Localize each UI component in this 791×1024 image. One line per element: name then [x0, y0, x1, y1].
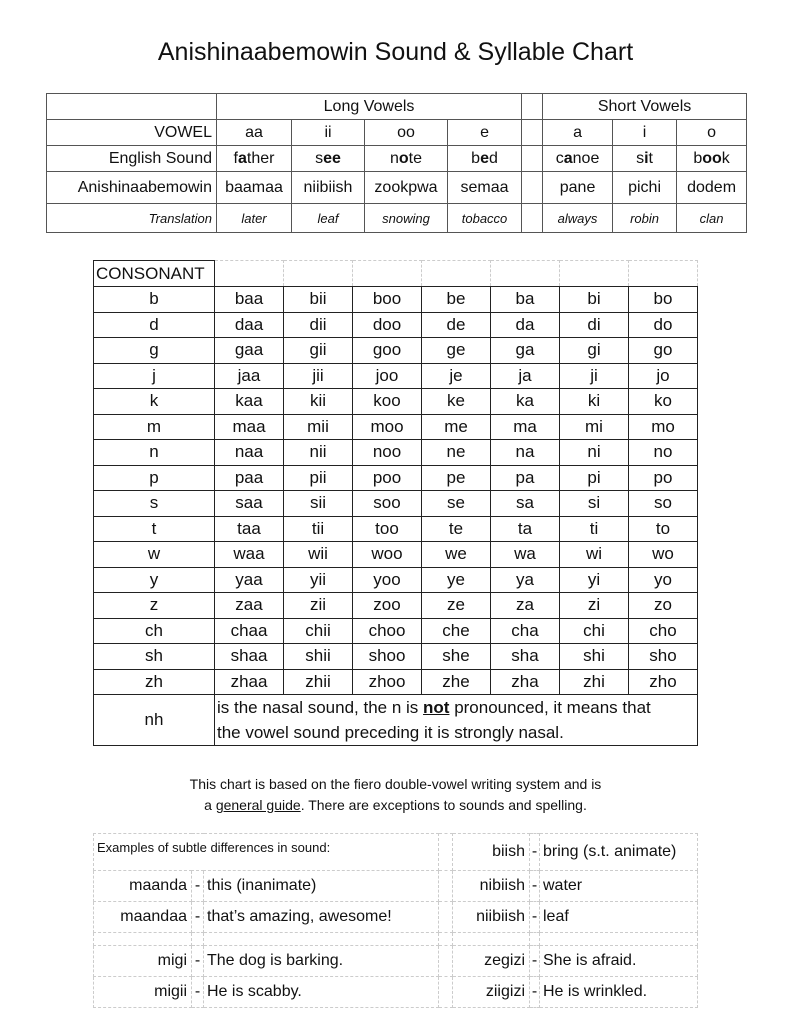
- english-sound-row: [47, 146, 747, 172]
- syllable-cell: ke: [422, 389, 491, 415]
- syllable-cell: ge: [422, 338, 491, 364]
- consonant-header-row: [94, 261, 698, 287]
- syllable-cell: choo: [353, 618, 422, 644]
- example-word: maandaa: [94, 902, 192, 933]
- vowel-cell: i: [613, 120, 677, 146]
- vowel-cell: aa: [217, 120, 292, 146]
- example-word: biish: [453, 834, 530, 871]
- dash: -: [192, 871, 204, 902]
- syllable-cell: pi: [560, 465, 629, 491]
- syllable-cell: dii: [284, 312, 353, 338]
- syllable-cell: mii: [284, 414, 353, 440]
- syllable-cell: si: [560, 491, 629, 517]
- syllable-cell: zii: [284, 593, 353, 619]
- consonant-row: [94, 338, 698, 364]
- examples-caption: Examples of subtle differences in sound:: [94, 834, 439, 871]
- consonant-row: [94, 389, 698, 415]
- consonant-cell: s: [94, 491, 215, 517]
- vowel-table: [46, 93, 747, 233]
- long-vowels-header: Long Vowels: [217, 94, 522, 120]
- word-cell: baamaa: [217, 172, 292, 204]
- example-row: [94, 834, 698, 871]
- consonant-row: [94, 567, 698, 593]
- syllable-cell: shaa: [215, 644, 284, 670]
- syllable-cell: saa: [215, 491, 284, 517]
- consonant-cell: z: [94, 593, 215, 619]
- syllable-cell: she: [422, 644, 491, 670]
- syllable-cell: ba: [491, 287, 560, 313]
- empty-cell: [422, 261, 491, 287]
- example-row: [94, 946, 698, 977]
- separator-cell: [522, 94, 543, 120]
- consonant-cell: n: [94, 440, 215, 466]
- syllable-cell: zo: [629, 593, 698, 619]
- word-cell: dodem: [677, 172, 747, 204]
- consonant-cell: p: [94, 465, 215, 491]
- empty-cell: [353, 261, 422, 287]
- syllable-cell: ya: [491, 567, 560, 593]
- separator-cell: [522, 172, 543, 204]
- example-meaning: this (inanimate): [204, 871, 439, 902]
- separator-cell: [522, 120, 543, 146]
- example-word: zegizi: [453, 946, 530, 977]
- consonant-cell: w: [94, 542, 215, 568]
- syllable-cell: sa: [491, 491, 560, 517]
- translation-cell: clan: [677, 204, 747, 233]
- empty-cell: [204, 933, 439, 946]
- syllable-cell: doo: [353, 312, 422, 338]
- syllable-cell: be: [422, 287, 491, 313]
- empty-cell: [560, 261, 629, 287]
- separator-cell: [522, 146, 543, 172]
- syllable-cell: shoo: [353, 644, 422, 670]
- example-meaning: water: [540, 871, 698, 902]
- syllable-cell: pa: [491, 465, 560, 491]
- syllable-cell: jaa: [215, 363, 284, 389]
- consonant-row: [94, 287, 698, 313]
- spacer-row: [94, 933, 698, 946]
- syllable-cell: noo: [353, 440, 422, 466]
- short-vowels-header: Short Vowels: [543, 94, 747, 120]
- syllable-cell: kii: [284, 389, 353, 415]
- consonant-cell: ch: [94, 618, 215, 644]
- consonant-row: [94, 312, 698, 338]
- nh-description: is the nasal sound, the n is not pronounced, it means that the vowel sound preceding it is strongly nasal.: [215, 695, 698, 746]
- english-sound-cell: sit: [613, 146, 677, 172]
- footnote-line-1: This chart is based on the fiero double-vowel writing system and is: [189, 776, 602, 792]
- empty-cell: [215, 261, 284, 287]
- consonant-header: CONSONANT: [94, 261, 215, 287]
- syllable-cell: do: [629, 312, 698, 338]
- syllable-cell: ka: [491, 389, 560, 415]
- english-sound-cell: father: [217, 146, 292, 172]
- syllable-cell: zhe: [422, 669, 491, 695]
- empty-cell: [491, 261, 560, 287]
- consonant-cell: y: [94, 567, 215, 593]
- syllable-cell: yo: [629, 567, 698, 593]
- syllable-cell: cha: [491, 618, 560, 644]
- translation-cell: tobacco: [448, 204, 522, 233]
- empty-cell: [439, 871, 453, 902]
- syllable-cell: bii: [284, 287, 353, 313]
- syllable-cell: so: [629, 491, 698, 517]
- syllable-cell: bo: [629, 287, 698, 313]
- syllable-cell: gaa: [215, 338, 284, 364]
- page-title: Anishinaabemowin Sound & Syllable Chart: [157, 38, 634, 66]
- consonant-cell: g: [94, 338, 215, 364]
- syllable-cell: ga: [491, 338, 560, 364]
- syllable-cell: shii: [284, 644, 353, 670]
- empty-cell: [540, 933, 698, 946]
- vowel-cell: a: [543, 120, 613, 146]
- consonant-row: [94, 491, 698, 517]
- nh-row: [94, 695, 698, 746]
- english-sound-cell: canoe: [543, 146, 613, 172]
- consonant-row: [94, 465, 698, 491]
- syllable-cell: daa: [215, 312, 284, 338]
- translation-cell: snowing: [365, 204, 448, 233]
- syllable-cell: zhaa: [215, 669, 284, 695]
- syllable-cell: shi: [560, 644, 629, 670]
- example-row: [94, 977, 698, 1008]
- empty-cell: [439, 946, 453, 977]
- consonant-row: [94, 542, 698, 568]
- syllable-cell: go: [629, 338, 698, 364]
- footnote-line-2: a general guide. There are exceptions to sounds and spelling.: [204, 797, 587, 813]
- example-meaning: She is afraid.: [540, 946, 698, 977]
- syllable-cell: wii: [284, 542, 353, 568]
- empty-cell: [439, 933, 453, 946]
- consonant-row: [94, 516, 698, 542]
- syllable-cell: too: [353, 516, 422, 542]
- syllable-cell: kaa: [215, 389, 284, 415]
- english-sound-cell: bed: [448, 146, 522, 172]
- syllable-cell: paa: [215, 465, 284, 491]
- syllable-cell: zhi: [560, 669, 629, 695]
- empty-cell: [530, 933, 540, 946]
- syllable-cell: nii: [284, 440, 353, 466]
- syllable-cell: tii: [284, 516, 353, 542]
- syllable-cell: zhii: [284, 669, 353, 695]
- vowel-cell: o: [677, 120, 747, 146]
- dash: -: [530, 871, 540, 902]
- vowel-row: [47, 120, 747, 146]
- syllable-cell: je: [422, 363, 491, 389]
- examples-table: [93, 833, 698, 1008]
- syllable-cell: wa: [491, 542, 560, 568]
- syllable-cell: ki: [560, 389, 629, 415]
- consonant-table: [93, 260, 698, 746]
- syllable-cell: joo: [353, 363, 422, 389]
- syllable-cell: wo: [629, 542, 698, 568]
- vowel-header-row: [47, 94, 747, 120]
- syllable-cell: po: [629, 465, 698, 491]
- syllable-cell: ko: [629, 389, 698, 415]
- row-label-translation: Translation: [47, 204, 217, 233]
- syllable-cell: mi: [560, 414, 629, 440]
- syllable-cell: yii: [284, 567, 353, 593]
- syllable-cell: ma: [491, 414, 560, 440]
- consonant-row: [94, 593, 698, 619]
- example-row: [94, 902, 698, 933]
- syllable-cell: sii: [284, 491, 353, 517]
- dash: -: [530, 946, 540, 977]
- syllable-cell: sha: [491, 644, 560, 670]
- word-cell: pane: [543, 172, 613, 204]
- syllable-cell: da: [491, 312, 560, 338]
- consonant-row: [94, 618, 698, 644]
- row-label-anishinaabemowin: Anishinaabemowin: [47, 172, 217, 204]
- example-word: migi: [94, 946, 192, 977]
- syllable-cell: chii: [284, 618, 353, 644]
- syllable-cell: ti: [560, 516, 629, 542]
- syllable-cell: zho: [629, 669, 698, 695]
- syllable-cell: wi: [560, 542, 629, 568]
- syllable-cell: bi: [560, 287, 629, 313]
- syllable-cell: jii: [284, 363, 353, 389]
- consonant-row: [94, 440, 698, 466]
- syllable-cell: zhoo: [353, 669, 422, 695]
- example-meaning: The dog is barking.: [204, 946, 439, 977]
- syllable-cell: to: [629, 516, 698, 542]
- empty-cell: [439, 902, 453, 933]
- syllable-cell: mo: [629, 414, 698, 440]
- consonant-row: [94, 644, 698, 670]
- consonant-cell: m: [94, 414, 215, 440]
- syllable-cell: me: [422, 414, 491, 440]
- syllable-cell: na: [491, 440, 560, 466]
- translation-row: [47, 204, 747, 233]
- syllable-cell: de: [422, 312, 491, 338]
- syllable-cell: ta: [491, 516, 560, 542]
- separator-cell: [522, 204, 543, 233]
- english-sound-cell: book: [677, 146, 747, 172]
- footnote: [0, 774, 791, 816]
- translation-cell: later: [217, 204, 292, 233]
- syllable-cell: ze: [422, 593, 491, 619]
- example-meaning: that’s amazing, awesome!: [204, 902, 439, 933]
- syllable-cell: sho: [629, 644, 698, 670]
- word-cell: semaa: [448, 172, 522, 204]
- syllable-cell: koo: [353, 389, 422, 415]
- syllable-cell: jo: [629, 363, 698, 389]
- syllable-cell: naa: [215, 440, 284, 466]
- example-word: maanda: [94, 871, 192, 902]
- consonant-row: [94, 669, 698, 695]
- syllable-cell: ye: [422, 567, 491, 593]
- syllable-cell: we: [422, 542, 491, 568]
- syllable-cell: za: [491, 593, 560, 619]
- consonant-cell: t: [94, 516, 215, 542]
- syllable-cell: zoo: [353, 593, 422, 619]
- example-row: [94, 871, 698, 902]
- syllable-cell: no: [629, 440, 698, 466]
- syllable-cell: woo: [353, 542, 422, 568]
- syllable-cell: gii: [284, 338, 353, 364]
- consonant-row: [94, 363, 698, 389]
- general-guide-text: general guide: [215, 797, 301, 813]
- syllable-cell: yi: [560, 567, 629, 593]
- syllable-cell: chi: [560, 618, 629, 644]
- vowel-cell: e: [448, 120, 522, 146]
- syllable-cell: di: [560, 312, 629, 338]
- syllable-cell: taa: [215, 516, 284, 542]
- example-word: migii: [94, 977, 192, 1008]
- translation-cell: leaf: [292, 204, 365, 233]
- word-cell: niibiish: [292, 172, 365, 204]
- syllable-cell: yoo: [353, 567, 422, 593]
- empty-cell: [94, 933, 192, 946]
- example-meaning: bring (s.t. animate): [540, 834, 698, 871]
- english-sound-cell: note: [365, 146, 448, 172]
- example-meaning: He is scabby.: [204, 977, 439, 1008]
- consonant-cell: zh: [94, 669, 215, 695]
- syllable-cell: ni: [560, 440, 629, 466]
- empty-cell: [439, 834, 453, 871]
- empty-cell: [284, 261, 353, 287]
- syllable-cell: se: [422, 491, 491, 517]
- translation-cell: always: [543, 204, 613, 233]
- syllable-cell: poo: [353, 465, 422, 491]
- syllable-cell: gi: [560, 338, 629, 364]
- word-cell: zookpwa: [365, 172, 448, 204]
- row-label-vowel: VOWEL: [47, 120, 217, 146]
- syllable-cell: maa: [215, 414, 284, 440]
- empty-cell: [192, 933, 204, 946]
- example-meaning: leaf: [540, 902, 698, 933]
- consonant-cell: d: [94, 312, 215, 338]
- syllable-cell: zi: [560, 593, 629, 619]
- row-label-english: English Sound: [47, 146, 217, 172]
- syllable-cell: zha: [491, 669, 560, 695]
- syllable-cell: baa: [215, 287, 284, 313]
- syllable-cell: ja: [491, 363, 560, 389]
- vowel-cell: ii: [292, 120, 365, 146]
- syllable-cell: yaa: [215, 567, 284, 593]
- example-word: nibiish: [453, 871, 530, 902]
- anishinaabemowin-row: [47, 172, 747, 204]
- example-word: ziigizi: [453, 977, 530, 1008]
- syllable-cell: te: [422, 516, 491, 542]
- consonant-cell: nh: [94, 695, 215, 746]
- example-word: niibiish: [453, 902, 530, 933]
- empty-cell: [453, 933, 530, 946]
- syllable-cell: soo: [353, 491, 422, 517]
- consonant-cell: k: [94, 389, 215, 415]
- dash: -: [530, 902, 540, 933]
- syllable-cell: waa: [215, 542, 284, 568]
- syllable-cell: ne: [422, 440, 491, 466]
- syllable-cell: boo: [353, 287, 422, 313]
- syllable-cell: pe: [422, 465, 491, 491]
- syllable-cell: zaa: [215, 593, 284, 619]
- syllable-cell: pii: [284, 465, 353, 491]
- english-sound-cell: see: [292, 146, 365, 172]
- syllable-cell: goo: [353, 338, 422, 364]
- syllable-cell: ji: [560, 363, 629, 389]
- syllable-cell: chaa: [215, 618, 284, 644]
- empty-cell: [629, 261, 698, 287]
- empty-cell: [439, 977, 453, 1008]
- word-cell: pichi: [613, 172, 677, 204]
- consonant-cell: j: [94, 363, 215, 389]
- dash: -: [530, 834, 540, 871]
- syllable-cell: che: [422, 618, 491, 644]
- dash: -: [192, 902, 204, 933]
- dash: -: [530, 977, 540, 1008]
- consonant-cell: b: [94, 287, 215, 313]
- translation-cell: robin: [613, 204, 677, 233]
- syllable-cell: moo: [353, 414, 422, 440]
- vowel-cell: oo: [365, 120, 448, 146]
- syllable-cell: cho: [629, 618, 698, 644]
- dash: -: [192, 946, 204, 977]
- example-meaning: He is wrinkled.: [540, 977, 698, 1008]
- consonant-cell: sh: [94, 644, 215, 670]
- dash: -: [192, 977, 204, 1008]
- consonant-row: [94, 414, 698, 440]
- empty-cell: [47, 94, 217, 120]
